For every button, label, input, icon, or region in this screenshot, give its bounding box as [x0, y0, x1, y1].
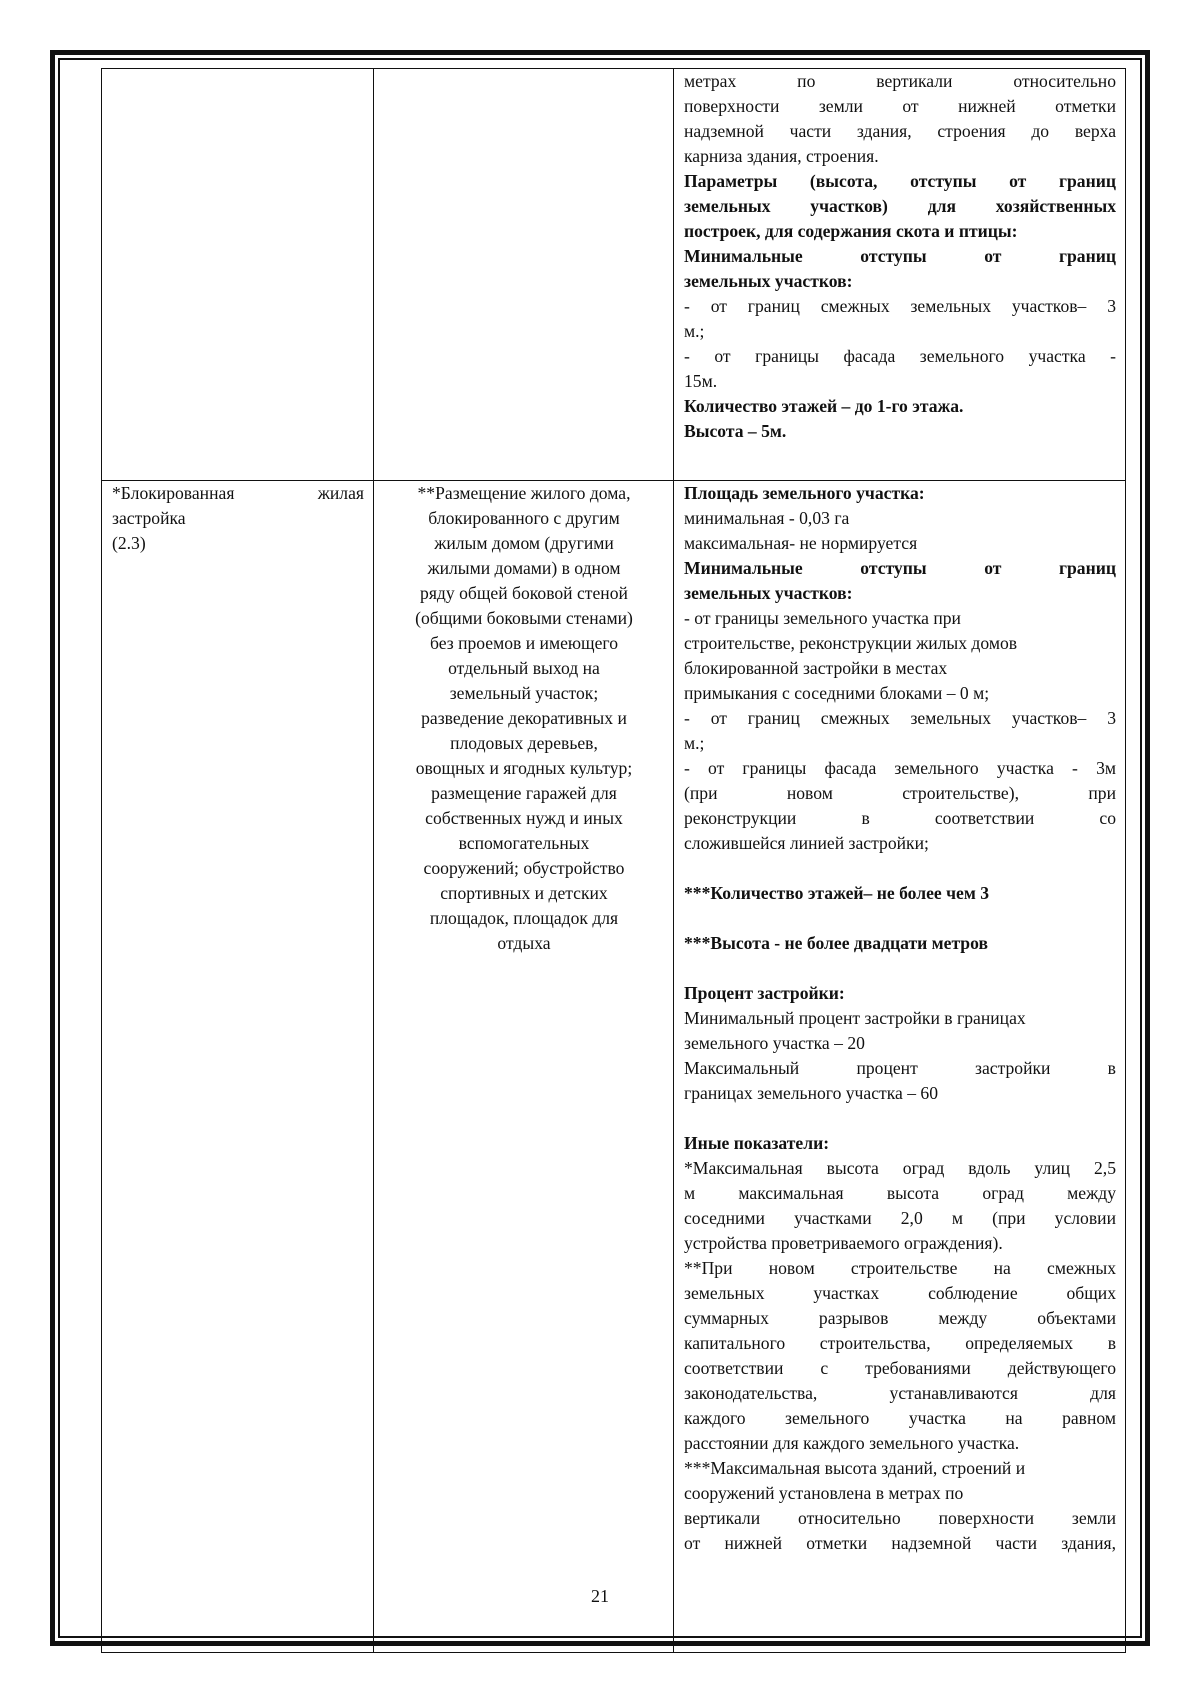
text-line: размещение гаражей для	[431, 783, 617, 803]
text-line: отдыха	[497, 933, 551, 953]
table-row	[102, 481, 1126, 1653]
min-setback-heading: земельных участков:	[684, 583, 853, 603]
text-line: Максимальный процент застройки в	[684, 1058, 1116, 1078]
text-line: суммарных разрывов между объектами	[684, 1308, 1116, 1328]
height-limit: Высота – 5м.	[684, 421, 787, 441]
text-line: вертикали относительно поверхности земли	[684, 1508, 1116, 1528]
min-setback-heading: Минимальные отступы от границ	[684, 558, 1116, 578]
text-line: собственных нужд и иных	[425, 808, 623, 828]
cell-description	[374, 481, 674, 1653]
min-setback-heading: Минимальные отступы от границ	[684, 246, 1116, 266]
text-line: - от границы земельного участка при	[684, 608, 961, 628]
cell-parameters	[674, 69, 1126, 481]
other-heading: Иные показатели:	[684, 1133, 830, 1153]
use-type-name: застройка	[112, 508, 186, 528]
text-line: отдельный выход на	[448, 658, 600, 678]
text-line: поверхности земли от нижней отметки	[684, 96, 1116, 116]
text-line: (общими боковыми стенами)	[415, 608, 633, 628]
page-number: 21	[591, 1586, 609, 1606]
table-row	[102, 69, 1126, 481]
text-line: м.;	[684, 321, 705, 341]
params-heading: построек, для содержания скота и птицы:	[684, 221, 1018, 241]
text-line: блокированного с другим	[428, 508, 620, 528]
text-line: разведение декоративных и	[421, 708, 627, 728]
text-line: ***Максимальная высота зданий, строений и	[684, 1458, 1026, 1478]
text-line: **При новом строительстве на смежных	[684, 1258, 1116, 1278]
text-line: спортивных и детских	[440, 883, 608, 903]
text-line: земельных участках соблюдение общих	[684, 1283, 1116, 1303]
text-line: реконструкции в соответствии со	[684, 808, 1116, 828]
params-heading: Параметры (высота, отступы от границ	[684, 171, 1116, 191]
text-line: без проемов и имеющего	[429, 633, 618, 653]
text-line: м.;	[684, 733, 705, 753]
text-line: Минимальный процент застройки в границах	[684, 1008, 1026, 1028]
cell-use-type	[102, 69, 374, 481]
text-line: устройства проветриваемого ограждения).	[684, 1233, 1003, 1253]
spacer	[684, 956, 1116, 981]
text-line: максимальная- не нормируется	[684, 533, 918, 553]
height-limit: ***Высота - не более двадцати метров	[684, 933, 988, 953]
text-line: овощных и ягодных культур;	[415, 758, 633, 778]
text-line: м максимальная высота оград между	[684, 1183, 1116, 1203]
text-line: ряду общей боковой стеной	[420, 583, 628, 603]
coverage-heading: Процент застройки:	[684, 983, 845, 1003]
text-line: сооружений установлена в метрах по	[684, 1483, 964, 1503]
text-line: надземной части здания, строения до верха	[684, 121, 1116, 141]
text-line: минимальная - 0,03 га	[684, 508, 850, 528]
spacer	[684, 1106, 1116, 1131]
floors-limit: ***Количество этажей– не более чем 3	[684, 883, 990, 903]
text-line: соседними участками 2,0 м (при условии	[684, 1208, 1116, 1228]
text-line: земельный участок;	[449, 683, 599, 703]
text-line: строительстве, реконструкции жилых домов	[684, 633, 1018, 653]
text-line: - от границы фасада земельного участка -	[684, 346, 1116, 366]
text-line: карниза здания, строения.	[684, 146, 879, 166]
regulations-table	[101, 68, 1126, 1653]
text-line: - от границы фасада земельного участка - 3м	[684, 758, 1116, 778]
cell-parameters	[674, 481, 1126, 1653]
use-type-name: *Блокированная жилая	[112, 483, 364, 503]
cell-description	[374, 69, 674, 481]
spacer	[684, 856, 1116, 881]
text-line: границах земельного участка – 60	[684, 1083, 938, 1103]
use-type-code: (2.3)	[112, 533, 146, 553]
spacer	[684, 906, 1116, 931]
text-line: жилым домом (другими	[434, 533, 614, 553]
text-line: сооружений; обустройство	[423, 858, 625, 878]
text-line: (при новом строительстве), при	[684, 783, 1116, 803]
text-line: примыкания с соседними блоками – 0 м;	[684, 683, 990, 703]
text-line: жилыми домами) в одном	[427, 558, 621, 578]
text-line: капитального строительства, определяемых в	[684, 1333, 1116, 1353]
text-line: вспомогательных	[458, 833, 590, 853]
text-line: - от границ смежных земельных участков– 3	[684, 296, 1116, 316]
text-line: плодовых деревьев,	[450, 733, 598, 753]
text-line: **Размещение жилого дома,	[417, 483, 631, 503]
text-line: 15м.	[684, 371, 718, 391]
text-line: законодательства, устанавливаются для	[684, 1383, 1116, 1403]
text-line: площадок, площадок для	[429, 908, 619, 928]
text-line: блокированной застройки в местах	[684, 658, 948, 678]
text-line: - от границ смежных земельных участков– 3	[684, 708, 1116, 728]
text-line: соответствии с требованиями действующего	[684, 1358, 1116, 1378]
text-line: метрах по вертикали относительно	[684, 71, 1116, 91]
text-line: земельного участка – 20	[684, 1033, 865, 1053]
floors-limit: Количество этажей – до 1-го этажа.	[684, 396, 964, 416]
min-setback-heading: земельных участков:	[684, 271, 853, 291]
text-line: от нижней отметки надземной части здания,	[684, 1533, 1116, 1553]
text-line: расстоянии для каждого земельного участка.	[684, 1433, 1020, 1453]
text-line: сложившейся линией застройки;	[684, 833, 929, 853]
text-line: *Максимальная высота оград вдоль улиц 2,5	[684, 1158, 1116, 1178]
params-heading: земельных участков) для хозяйственных	[684, 196, 1116, 216]
text-line: каждого земельного участка на равном	[684, 1408, 1116, 1428]
area-heading: Площадь земельного участка:	[684, 483, 925, 503]
cell-use-type	[102, 481, 374, 1653]
